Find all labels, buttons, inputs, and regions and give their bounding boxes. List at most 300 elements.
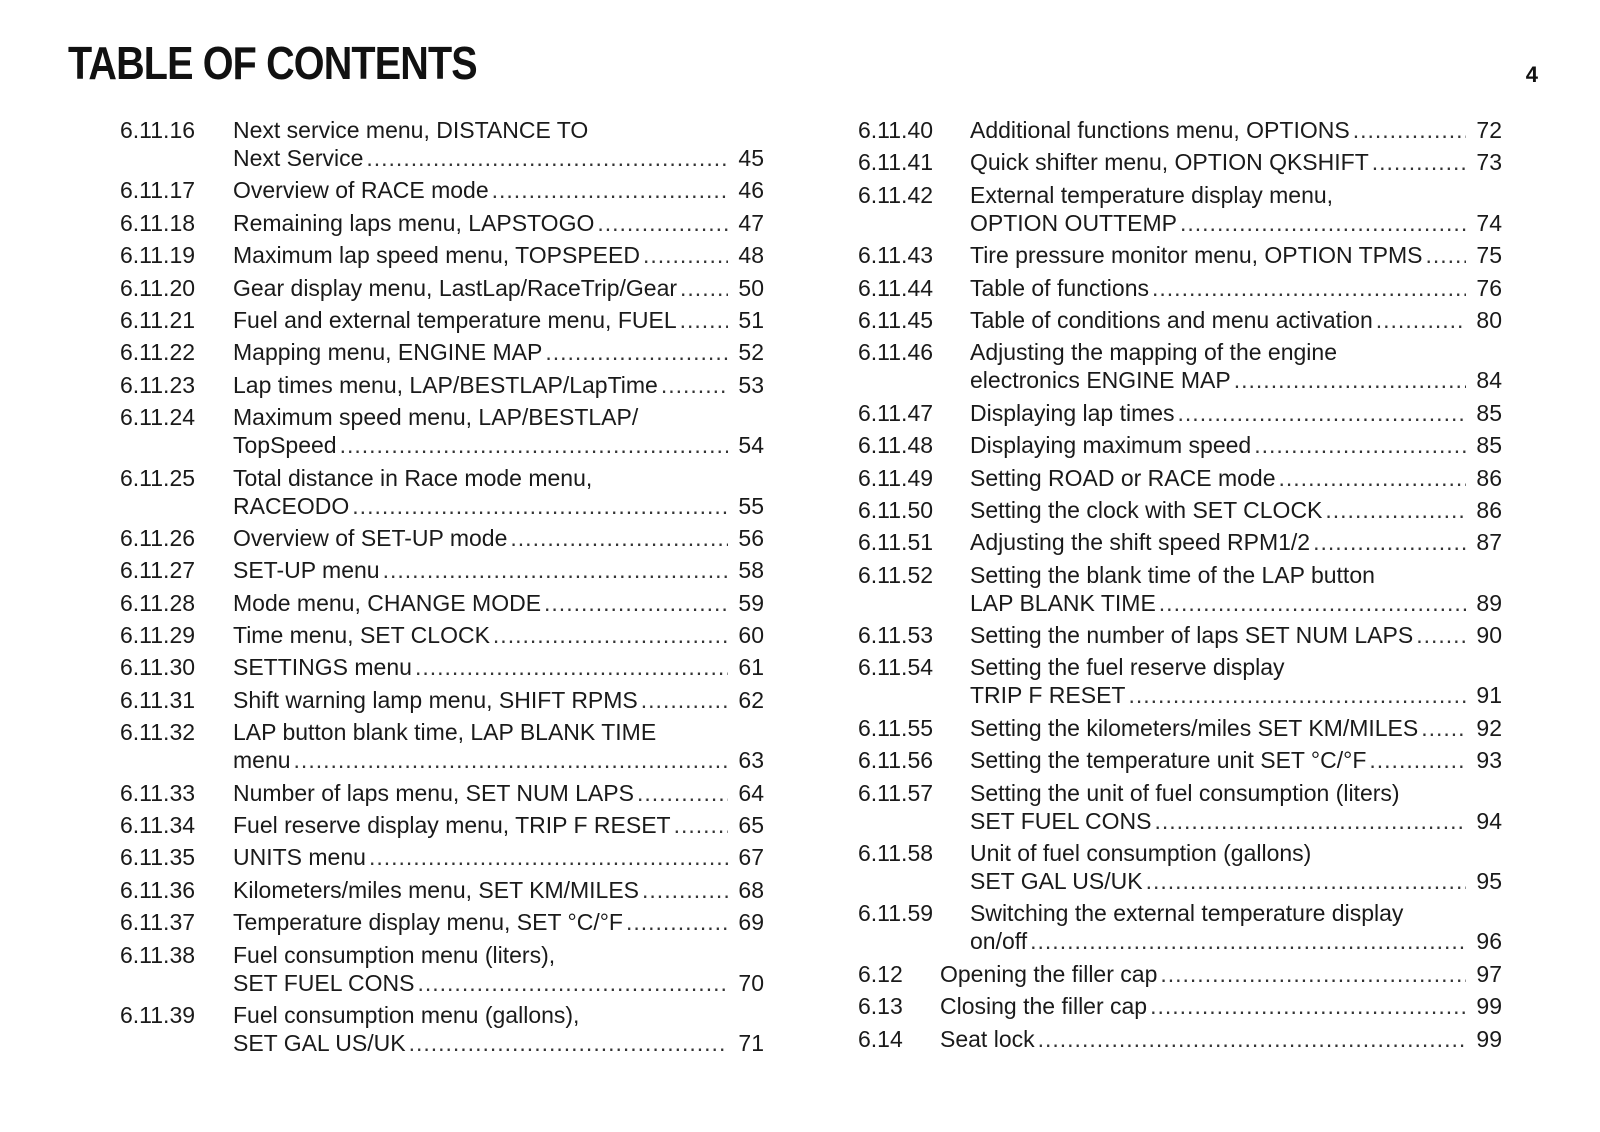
- entry-body: [233, 589, 764, 617]
- entry-title-text: Setting the temperature unit SET °C/°F: [970, 747, 1367, 774]
- page-reference: 45: [738, 145, 764, 171]
- dot-leader: [294, 746, 728, 774]
- entry-body: [970, 399, 1502, 427]
- entry-title-last-line: [233, 621, 764, 649]
- entry-title-line: Fuel consumption menu (gallons),: [233, 1001, 580, 1028]
- toc-entry[interactable]: [120, 524, 764, 552]
- entry-body: [970, 464, 1502, 492]
- section-number: 6.13: [858, 993, 903, 1020]
- toc-entry[interactable]: [120, 1001, 764, 1057]
- entry-title-last-line: [970, 431, 1502, 459]
- dot-leader: [1254, 431, 1466, 459]
- section-number: 6.11.51: [858, 529, 934, 556]
- page-reference: 68: [738, 876, 764, 903]
- entry-title-line: Setting the fuel reserve display: [970, 654, 1285, 681]
- toc-entry[interactable]: [120, 843, 764, 871]
- section-number: 6.11.37: [120, 909, 196, 936]
- toc-entry[interactable]: [120, 589, 764, 617]
- page-reference: 50: [738, 274, 764, 301]
- toc-entry[interactable]: [120, 686, 764, 714]
- entry-title-text: Displaying lap times: [970, 399, 1175, 426]
- dot-leader: [493, 621, 728, 649]
- entry-title-text: Opening the filler cap: [940, 960, 1158, 987]
- entry-title-last-line: [940, 960, 1502, 988]
- entry-body: [233, 464, 764, 520]
- toc-right-column: [858, 116, 1502, 1057]
- entry-body: [233, 116, 764, 172]
- page-reference: 65: [738, 812, 764, 839]
- toc-entry[interactable]: [858, 714, 1502, 742]
- toc-entry[interactable]: [120, 653, 764, 681]
- entry-title-text: TRIP F RESET: [970, 682, 1126, 709]
- page-reference: 64: [738, 779, 764, 806]
- entry-title-text: on/off: [970, 928, 1028, 955]
- dot-leader: [680, 306, 728, 334]
- entry-title-line: Setting the unit of fuel consumption (liters): [970, 779, 1400, 806]
- page-reference: 72: [1476, 117, 1502, 143]
- dot-leader: [1279, 464, 1466, 492]
- dot-leader: [340, 431, 728, 459]
- toc-entry[interactable]: [120, 371, 764, 399]
- dot-leader: [674, 811, 728, 839]
- entry-title-last-line: [233, 908, 764, 936]
- entry-body: [233, 908, 764, 936]
- section-number: 6.11.21: [120, 306, 196, 333]
- entry-title-text: Closing the filler cap: [940, 993, 1148, 1020]
- entry-title-text: electronics ENGINE MAP: [970, 367, 1231, 394]
- entry-title-text: Tire pressure monitor menu, OPTION TPMS: [970, 242, 1423, 269]
- entry-title-text: Time menu, SET CLOCK: [233, 622, 490, 649]
- entry-title-last-line: [233, 876, 764, 904]
- entry-body: [233, 241, 764, 269]
- entry-title-last-line: [970, 306, 1502, 334]
- section-number: 6.11.22: [120, 339, 196, 366]
- page-number: 4: [1525, 62, 1538, 87]
- entry-title-line: Maximum speed menu, LAP/BESTLAP/: [233, 404, 639, 431]
- dot-leader: [641, 686, 728, 714]
- entry-title-line: Adjusting the mapping of the engine: [970, 339, 1337, 366]
- toc-left-column: [120, 116, 764, 1061]
- dot-leader: [626, 908, 728, 936]
- entry-title-last-line: [233, 371, 764, 399]
- entry-title-text: Setting the clock with SET CLOCK: [970, 496, 1323, 523]
- page-reference: 71: [738, 1029, 764, 1056]
- entry-body: [970, 653, 1502, 709]
- toc-entry[interactable]: [120, 116, 764, 172]
- entry-title-text: SET GAL US/UK: [233, 1029, 406, 1056]
- entry-body: [970, 839, 1502, 895]
- page-reference: 60: [738, 622, 764, 649]
- entry-title-last-line: [233, 1029, 764, 1057]
- dot-leader: [545, 338, 728, 366]
- dot-leader: [1421, 714, 1466, 742]
- page-reference: 55: [738, 492, 764, 519]
- toc-entry[interactable]: [858, 653, 1502, 709]
- entry-body: [233, 524, 764, 552]
- section-number: 6.11.55: [858, 714, 934, 741]
- entry-title-last-line: [940, 992, 1502, 1020]
- dot-leader: [1178, 399, 1466, 427]
- entry-title-last-line: [233, 589, 764, 617]
- page-reference: 59: [738, 589, 764, 616]
- entry-title-text: Fuel and external temperature menu, FUEL: [233, 306, 677, 333]
- entry-body: [970, 148, 1502, 176]
- section-number: 6.11.34: [120, 812, 196, 839]
- dot-leader: [1325, 496, 1466, 524]
- entry-title-last-line: [233, 241, 764, 269]
- dot-leader: [1369, 746, 1466, 774]
- page-reference: 61: [738, 654, 764, 681]
- entry-title-last-line: [970, 209, 1502, 237]
- entry-title-line: Total distance in Race mode menu,: [233, 464, 593, 491]
- entry-body: [233, 811, 764, 839]
- page-reference: 94: [1476, 807, 1502, 834]
- page-reference: 99: [1476, 1025, 1502, 1052]
- entry-title-text: Gear display menu, LastLap/RaceTrip/Gear: [233, 274, 678, 301]
- page-reference: 85: [1476, 399, 1502, 426]
- dot-leader: [1234, 366, 1466, 394]
- section-number: 6.11.42: [858, 181, 934, 208]
- section-number: 6.11.28: [120, 589, 196, 616]
- toc-entry[interactable]: [120, 876, 764, 904]
- toc-entry[interactable]: [858, 116, 1502, 144]
- page-reference: 84: [1476, 367, 1502, 394]
- entry-title-last-line: [233, 176, 764, 204]
- entry-title-text: menu: [233, 747, 291, 774]
- entry-title-last-line: [940, 1025, 1502, 1053]
- toc-entry[interactable]: [858, 899, 1502, 955]
- entry-title-last-line: [233, 306, 764, 334]
- page-reference: 56: [738, 524, 764, 551]
- entry-title-last-line: [970, 496, 1502, 524]
- entry-title-text: Quick shifter menu, OPTION QKSHIFT: [970, 149, 1369, 176]
- toc-entry[interactable]: [858, 431, 1502, 459]
- toc-entry[interactable]: [858, 746, 1502, 774]
- entry-title-line: Setting the blank time of the LAP button: [970, 561, 1375, 588]
- entry-title-text: Mode menu, CHANGE MODE: [233, 589, 542, 616]
- section-number: 6.11.35: [120, 844, 196, 871]
- section-number: 6.11.40: [858, 117, 934, 143]
- toc-entry[interactable]: [858, 960, 1502, 988]
- toc-entry[interactable]: [858, 148, 1502, 176]
- dot-leader: [1372, 148, 1466, 176]
- entry-title-text: Mapping menu, ENGINE MAP: [233, 339, 543, 366]
- entry-title-text: SET FUEL CONS: [233, 969, 415, 996]
- toc-entry[interactable]: [120, 464, 764, 520]
- toc-entry[interactable]: [858, 496, 1502, 524]
- entry-title-last-line: [970, 464, 1502, 492]
- entry-body: [970, 528, 1502, 556]
- toc-entry[interactable]: [858, 338, 1502, 394]
- page-reference: 86: [1476, 496, 1502, 523]
- entry-title-text: LAP BLANK TIME: [970, 589, 1156, 616]
- entry-title-text: Additional functions menu, OPTIONS: [970, 117, 1350, 143]
- section-number: 6.11.19: [120, 242, 196, 269]
- toc-entry[interactable]: [858, 621, 1502, 649]
- entry-title-text: Fuel reserve display menu, TRIP F RESET: [233, 812, 671, 839]
- toc-entry[interactable]: [120, 403, 764, 459]
- entry-title-last-line: [233, 274, 764, 302]
- section-number: 6.11.46: [858, 339, 934, 366]
- entry-title-line: LAP button blank time, LAP BLANK TIME: [233, 719, 657, 746]
- page-reference: 62: [738, 686, 764, 713]
- section-number: 6.11.33: [120, 779, 196, 806]
- dot-leader: [1129, 681, 1467, 709]
- entry-title-text: SETTINGS menu: [233, 654, 412, 681]
- entry-body: [233, 1001, 764, 1057]
- toc-entry[interactable]: [120, 718, 764, 774]
- dot-leader: [383, 556, 728, 584]
- section-number: 6.11.57: [858, 779, 934, 806]
- entry-title-text: SET FUEL CONS: [970, 807, 1152, 834]
- dot-leader: [680, 274, 728, 302]
- entry-title-last-line: [970, 274, 1502, 302]
- toc-entry[interactable]: [120, 176, 764, 204]
- page-reference: 54: [738, 432, 764, 459]
- dot-leader: [417, 969, 728, 997]
- entry-body: [233, 338, 764, 366]
- entry-title-line: Fuel consumption menu (liters),: [233, 941, 556, 968]
- dot-leader: [1150, 992, 1466, 1020]
- entry-title-last-line: [970, 621, 1502, 649]
- section-number: 6.11.20: [120, 274, 196, 301]
- section-number: 6.11.44: [858, 274, 934, 301]
- toc-entry[interactable]: [120, 556, 764, 584]
- section-number: 6.11.52: [858, 561, 934, 588]
- entry-body: [233, 653, 764, 681]
- section-number: 6.11.36: [120, 876, 196, 903]
- dot-leader: [1160, 960, 1466, 988]
- toc-entry[interactable]: [858, 241, 1502, 269]
- dot-leader: [1030, 927, 1466, 955]
- entry-body: [970, 181, 1502, 237]
- entry-title-last-line: [233, 556, 764, 584]
- entry-title-last-line: [233, 746, 764, 774]
- entry-body: [970, 338, 1502, 394]
- entry-title-text: Maximum lap speed menu, TOPSPEED: [233, 242, 640, 269]
- entry-title-last-line: [233, 686, 764, 714]
- dot-leader: [366, 144, 728, 172]
- entry-title-text: Setting the number of laps SET NUM LAPS: [970, 622, 1414, 649]
- entry-title-last-line: [970, 116, 1502, 144]
- page-reference: 53: [738, 371, 764, 398]
- entry-title-line: Switching the external temperature display: [970, 900, 1404, 927]
- dot-leader: [1416, 621, 1466, 649]
- dot-leader: [492, 176, 728, 204]
- entry-title-text: Adjusting the shift speed RPM1/2: [970, 529, 1311, 556]
- page-reference: 85: [1476, 432, 1502, 459]
- entry-title-text: Kilometers/miles menu, SET KM/MILES: [233, 876, 640, 903]
- page-reference: 99: [1476, 993, 1502, 1020]
- section-number: 6.11.32: [120, 719, 196, 746]
- entry-title-text: RACEODO: [233, 492, 350, 519]
- section-number: 6.11.41: [858, 149, 934, 176]
- toc-entry[interactable]: [120, 621, 764, 649]
- entry-body: [970, 714, 1502, 742]
- entry-title-text: Overview of RACE mode: [233, 177, 489, 204]
- entry-title-last-line: [970, 528, 1502, 556]
- page-reference: 91: [1476, 682, 1502, 709]
- toc-entry[interactable]: [120, 274, 764, 302]
- entry-body: [233, 176, 764, 204]
- toc-entry[interactable]: [120, 908, 764, 936]
- section-number: 6.11.47: [858, 399, 934, 426]
- entry-title-last-line: [233, 653, 764, 681]
- dot-leader: [637, 779, 728, 807]
- dot-leader: [369, 843, 728, 871]
- entry-title-last-line: [233, 969, 764, 997]
- dot-leader: [1038, 1025, 1466, 1053]
- dot-leader: [510, 524, 728, 552]
- section-number: 6.11.48: [858, 432, 934, 459]
- entry-body: [970, 779, 1502, 835]
- entry-body: [940, 992, 1502, 1020]
- entry-title-last-line: [233, 843, 764, 871]
- toc-entry[interactable]: [858, 181, 1502, 237]
- entry-body: [970, 431, 1502, 459]
- toc-entry[interactable]: [858, 528, 1502, 556]
- entry-title-last-line: [970, 366, 1502, 394]
- page-reference: 90: [1476, 622, 1502, 649]
- entry-body: [233, 779, 764, 807]
- section-number: 6.11.45: [858, 306, 934, 333]
- section-number: 6.11.27: [120, 557, 196, 584]
- toc-entry[interactable]: [858, 561, 1502, 617]
- entry-body: [233, 718, 764, 774]
- toc-entry[interactable]: [120, 338, 764, 366]
- entry-body: [970, 621, 1502, 649]
- section-number: 6.11.39: [120, 1001, 196, 1028]
- entry-title-last-line: [970, 148, 1502, 176]
- entry-title-text: TopSpeed: [233, 432, 337, 459]
- page-reference: 51: [738, 306, 764, 333]
- dot-leader: [1152, 274, 1466, 302]
- entry-title-text: OPTION OUTTEMP: [970, 209, 1177, 236]
- page-reference: 92: [1476, 714, 1502, 741]
- entry-title-text: Displaying maximum speed: [970, 432, 1252, 459]
- entry-title-last-line: [233, 811, 764, 839]
- page-reference: 93: [1476, 747, 1502, 774]
- toc-entry[interactable]: [858, 992, 1502, 1020]
- entry-title-last-line: [233, 338, 764, 366]
- entry-title-last-line: [970, 867, 1502, 895]
- entry-title-last-line: [233, 431, 764, 459]
- dot-leader: [643, 241, 728, 269]
- entry-body: [233, 843, 764, 871]
- entry-body: [233, 556, 764, 584]
- section-number: 6.11.38: [120, 941, 196, 968]
- page-reference: 46: [738, 177, 764, 204]
- entry-body: [940, 1025, 1502, 1053]
- entry-body: [233, 876, 764, 904]
- entry-title-line: External temperature display menu,: [970, 181, 1334, 208]
- section-number: 6.11.53: [858, 622, 934, 649]
- toc-entry[interactable]: [858, 399, 1502, 427]
- toc-entry[interactable]: [120, 209, 764, 237]
- section-number: 6.11.56: [858, 747, 934, 774]
- section-number: 6.11.16: [120, 117, 196, 143]
- page-reference: 76: [1476, 274, 1502, 301]
- page-title: TABLE OF CONTENTS: [68, 37, 477, 89]
- toc-entry[interactable]: [858, 779, 1502, 835]
- toc-entry[interactable]: [120, 306, 764, 334]
- page-reference: 48: [738, 242, 764, 269]
- entry-body: [233, 274, 764, 302]
- entry-title-text: Lap times menu, LAP/BESTLAP/LapTime: [233, 371, 658, 398]
- dot-leader: [1154, 807, 1466, 835]
- entry-title-last-line: [233, 779, 764, 807]
- section-number: 6.11.17: [120, 177, 196, 204]
- entry-body: [233, 371, 764, 399]
- section-number: 6.11.18: [120, 209, 196, 236]
- page-reference: 70: [738, 969, 764, 996]
- entry-body: [970, 274, 1502, 302]
- toc-entry[interactable]: [120, 779, 764, 807]
- page-reference: 74: [1476, 209, 1502, 236]
- entry-body: [233, 209, 764, 237]
- page-reference: 69: [738, 909, 764, 936]
- section-number: 6.11.31: [120, 686, 196, 713]
- entry-title-text: Setting the kilometers/miles SET KM/MILES: [970, 714, 1419, 741]
- dot-leader: [597, 209, 728, 237]
- entry-title-text: Seat lock: [940, 1025, 1035, 1052]
- dot-leader: [1425, 241, 1466, 269]
- toc-entry[interactable]: [120, 811, 764, 839]
- entry-title-text: Temperature display menu, SET °C/°F: [233, 909, 623, 936]
- page-reference: 73: [1476, 149, 1502, 176]
- page-reference: 86: [1476, 464, 1502, 491]
- toc-entry[interactable]: [120, 941, 764, 997]
- entry-title-last-line: [970, 399, 1502, 427]
- page-reference: 97: [1476, 960, 1502, 987]
- section-number: 6.11.59: [858, 900, 934, 927]
- entry-title-text: Shift warning lamp menu, SHIFT RPMS: [233, 686, 638, 713]
- toc-entry[interactable]: [858, 839, 1502, 895]
- entry-title-text: SET-UP menu: [233, 557, 380, 584]
- dot-leader: [1146, 867, 1466, 895]
- entry-body: [970, 899, 1502, 955]
- entry-body: [233, 686, 764, 714]
- toc-entry[interactable]: [858, 274, 1502, 302]
- dot-leader: [1376, 306, 1466, 334]
- page-reference: 47: [738, 209, 764, 236]
- dot-leader: [1313, 528, 1466, 556]
- entry-title-text: Table of functions: [970, 274, 1150, 301]
- dot-leader: [415, 653, 728, 681]
- section-number: 6.11.54: [858, 654, 934, 681]
- entry-body: [233, 621, 764, 649]
- dot-leader: [544, 589, 728, 617]
- toc-entry[interactable]: [858, 1025, 1502, 1053]
- entry-title-text: Setting ROAD or RACE mode: [970, 464, 1276, 491]
- toc-entry[interactable]: [858, 464, 1502, 492]
- dot-leader: [352, 492, 728, 520]
- entry-title-last-line: [970, 714, 1502, 742]
- section-number: 6.11.24: [120, 404, 196, 431]
- entry-title-text: Next Service: [233, 145, 364, 171]
- page-reference: 58: [738, 557, 764, 584]
- entry-body: [233, 306, 764, 334]
- entry-title-last-line: [970, 927, 1502, 955]
- section-number: 6.11.23: [120, 371, 196, 398]
- dot-leader: [1353, 116, 1466, 144]
- toc-entry[interactable]: [858, 306, 1502, 334]
- dot-leader: [661, 371, 728, 399]
- toc-entry[interactable]: [120, 241, 764, 269]
- section-number: 6.12: [858, 960, 903, 987]
- entry-title-last-line: [233, 144, 764, 172]
- section-number: 6.11.29: [120, 622, 196, 649]
